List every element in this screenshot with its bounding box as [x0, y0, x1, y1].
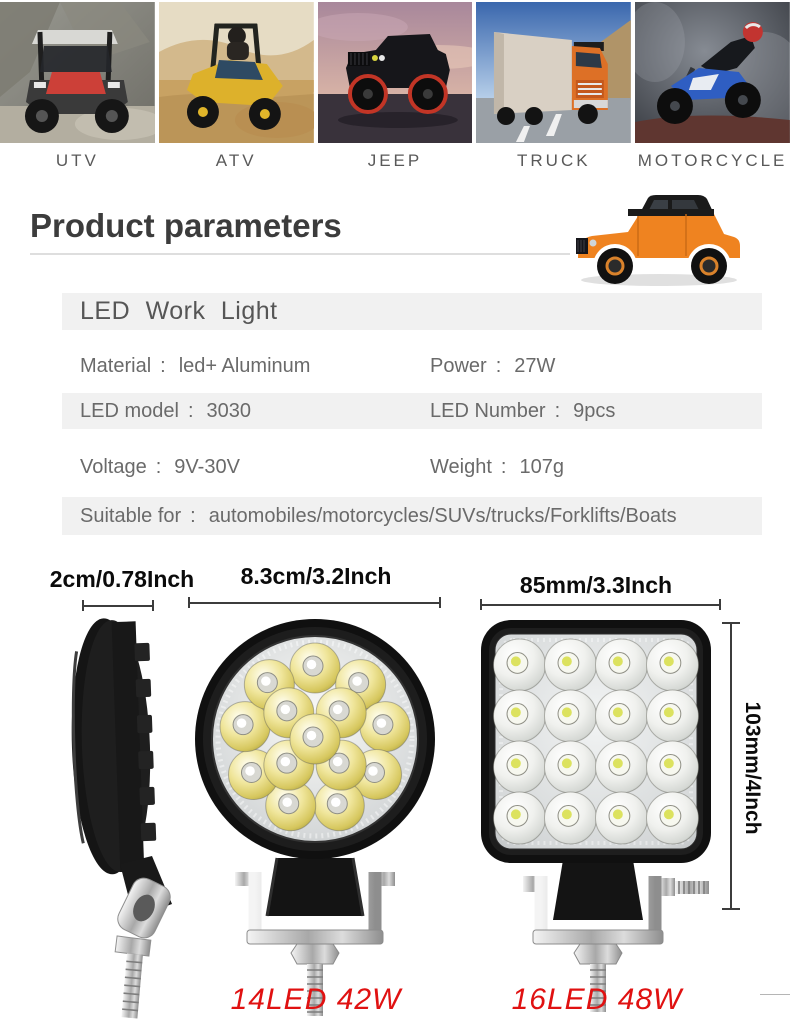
vehicle-card-atv: [159, 2, 314, 143]
utv-photo: [0, 2, 155, 143]
spec-value: led+ Aluminum: [178, 355, 311, 377]
jeep-photo: [318, 2, 473, 143]
side-bolt: [659, 878, 709, 896]
spec-row-material-power: Material : led+ Aluminum Power : 27W: [80, 355, 556, 377]
spec-value: 9V-30V: [174, 456, 240, 478]
spec-label: Material: [80, 355, 152, 377]
vehicle-label-jeep: JEEP: [367, 151, 423, 170]
vehicle-strip: [0, 2, 790, 143]
round-diameter-bracket: [188, 597, 441, 608]
vehicle-card-utv: [0, 2, 155, 143]
mounting-bolt: [121, 953, 143, 1018]
spec-row-voltage-weight: Voltage : 9V-30V Weight : 107g: [80, 456, 564, 478]
vehicle-card-motorcycle: [635, 2, 790, 143]
spec-label: Voltage: [80, 456, 147, 478]
vehicle-label-motorcycle: MOTORCYCLE: [637, 151, 788, 170]
vehicle-card-truck: [476, 2, 631, 143]
vehicle-card-jeep: [318, 2, 473, 143]
square-height-label: 103mm/4Inch: [741, 701, 764, 835]
spec-row-model-number: LED model : 3030 LED Number : 9pcs: [62, 393, 762, 429]
spec-label: LED model: [80, 400, 179, 422]
bottom-divider-fragment: [760, 994, 790, 995]
round-work-light-image: [185, 608, 445, 1033]
vehicle-label-truck: TRUCK: [517, 151, 591, 170]
truck-photo: [476, 2, 631, 143]
atv-photo: [159, 2, 314, 143]
spec-value: 27W: [514, 355, 556, 377]
spec-label: Power: [430, 355, 487, 377]
side-thickness-label: 2cm/0.78Inch: [49, 566, 195, 592]
square-work-light-image: [463, 608, 731, 1033]
motorcycle-photo: [635, 2, 790, 143]
title-divider: [30, 253, 570, 255]
spec-value: automobiles/motorcycles/SUVs/trucks/Forklifts/Boats: [208, 505, 677, 527]
spec-value: 3030: [206, 400, 251, 422]
spec-label: LED Number: [430, 400, 546, 422]
vehicle-label-atv: ATV: [215, 151, 257, 170]
spec-value: 107g: [519, 456, 564, 478]
vehicle-label-utv: UTV: [55, 151, 99, 170]
spec-label: Suitable for: [80, 505, 182, 527]
spec-panel-title: LED Work Light: [80, 297, 278, 325]
page-title: Product parameters: [30, 207, 342, 244]
round-light-caption: 14LED 42W: [230, 983, 402, 1016]
side-view-light-image: [58, 608, 186, 1033]
spec-row-suitable: Suitable for : automobiles/motorcycles/SUVs/trucks/Forklifts/Boats: [62, 497, 762, 535]
orange-jeep-image: [568, 190, 750, 290]
square-light-caption: 16LED 48W: [511, 983, 683, 1016]
spec-panel-header: [62, 293, 762, 330]
round-diameter-label: 8.3cm/3.2Inch: [240, 563, 392, 589]
square-width-label: 85mm/3.3Inch: [519, 572, 673, 598]
spec-label: Weight: [430, 456, 492, 478]
spec-value: 9pcs: [573, 400, 616, 422]
vehicle-strip-labels: [0, 148, 790, 174]
